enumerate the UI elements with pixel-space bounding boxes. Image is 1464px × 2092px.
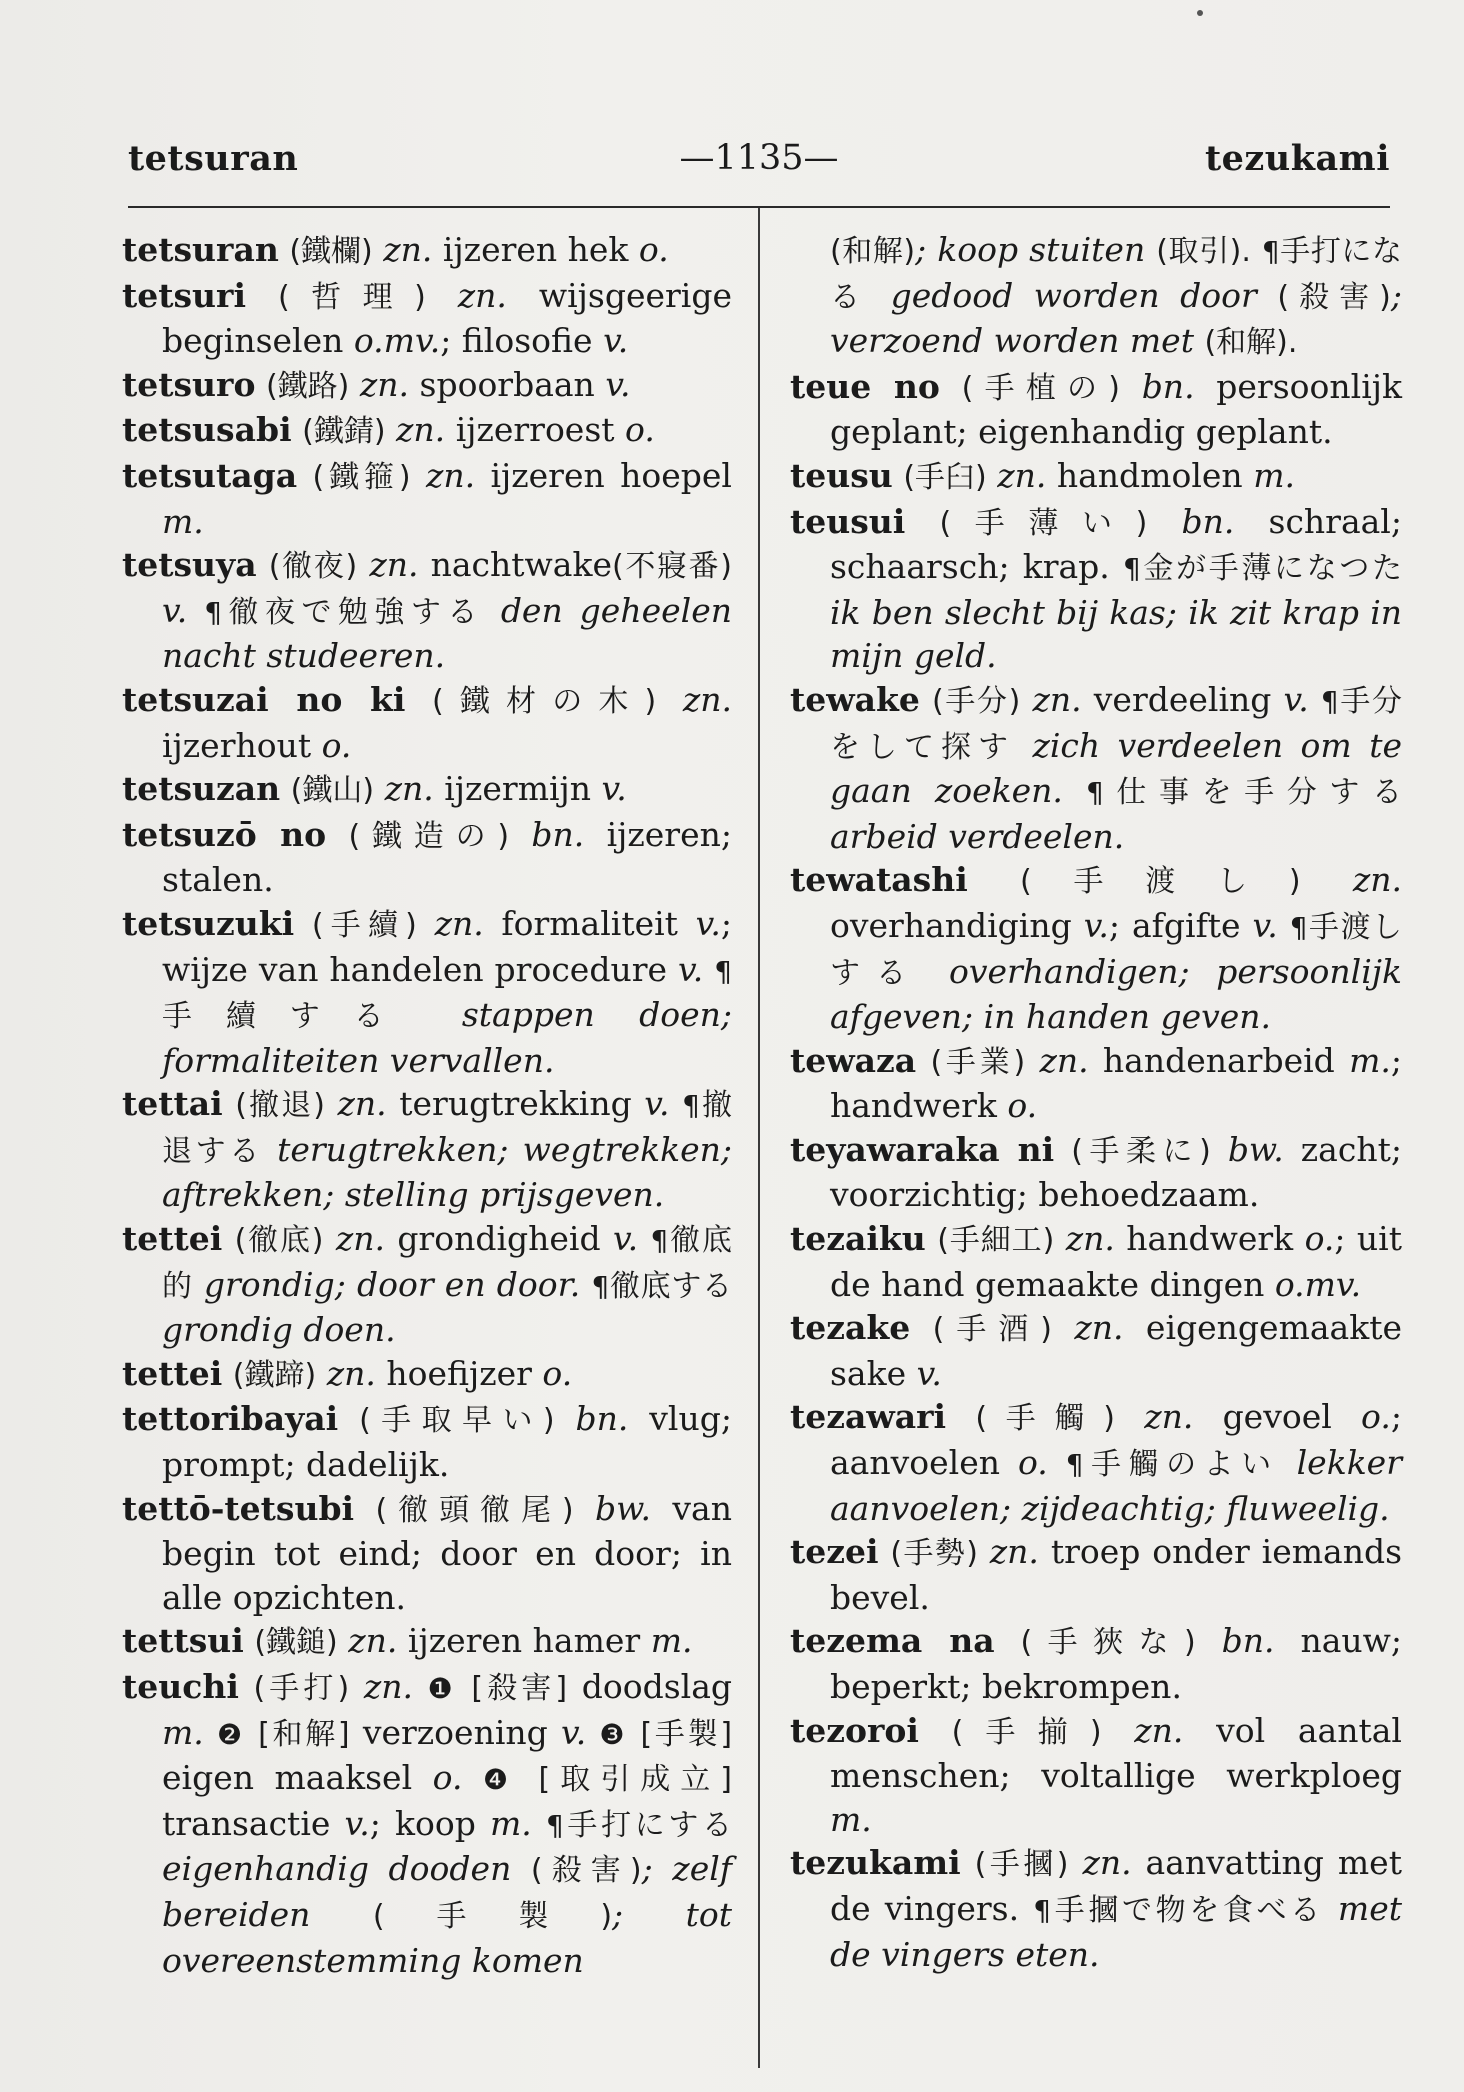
kanji: (手續) xyxy=(311,907,417,943)
example-kanji: (手製) xyxy=(372,1898,613,1934)
definition-extra: ; koop xyxy=(369,1803,476,1843)
page-number: —1135— xyxy=(679,138,839,178)
headword: tezema na xyxy=(790,1621,995,1661)
example: gedood worden door xyxy=(890,275,1257,315)
kanji: (手細工) xyxy=(937,1223,1055,1259)
gender: v. xyxy=(344,1803,370,1843)
kanji: (徹夜) xyxy=(268,549,358,585)
example: ; zelf bereiden xyxy=(162,1849,732,1934)
gender: m. xyxy=(1349,1040,1391,1080)
part-of-speech: zn. xyxy=(434,903,484,943)
definition: nachtwake xyxy=(430,545,612,585)
gender: v. xyxy=(601,769,627,809)
entry-tetsusabi xyxy=(122,408,732,454)
gender: v. xyxy=(916,1353,942,1393)
example-kanji: 金が手薄になつた xyxy=(1140,551,1403,587)
example-kanji: (和解). xyxy=(1204,325,1298,361)
example: grondig doen. xyxy=(162,1310,396,1350)
entry-tettsui xyxy=(122,1619,732,1665)
definition-extra: ; wijze van handelen procedure xyxy=(162,903,732,989)
entry-tetsuya xyxy=(122,543,732,678)
kanji: (手打) xyxy=(253,1671,350,1706)
entry-tettei-1 xyxy=(122,1217,732,1352)
pilcrow-icon: ¶ xyxy=(1289,910,1308,944)
headword: tettei xyxy=(122,1219,223,1259)
entry-teuchi-continued xyxy=(790,228,1402,365)
kanji: (手觸) xyxy=(975,1401,1115,1437)
definition: schraal; schaarsch; krap. xyxy=(830,501,1402,587)
kanji: (手臼) xyxy=(903,459,987,495)
gender: m. xyxy=(162,1712,204,1752)
sense-label: [手製] xyxy=(640,1716,733,1752)
definition: ijzerroest xyxy=(455,410,615,450)
definition: vol aantal menschen; voltallige werkploeg xyxy=(830,1710,1402,1796)
gender: v. xyxy=(603,321,629,361)
entry-teue-no xyxy=(790,365,1402,454)
definition: troep onder iemands bevel. xyxy=(830,1532,1403,1617)
part-of-speech: zn. xyxy=(1065,1219,1115,1259)
gender: o. xyxy=(638,230,669,269)
definition: ijzeren hek xyxy=(442,230,629,269)
definition: doodslag xyxy=(581,1667,733,1706)
gender: v. xyxy=(605,364,631,404)
part-of-speech: zn. xyxy=(369,545,419,585)
entry-tetsuzo-no xyxy=(122,813,732,902)
gender: v. xyxy=(1283,679,1309,719)
kanji: (手揃) xyxy=(951,1714,1102,1750)
headword: tetsuya xyxy=(122,545,257,585)
example: ; koop stuiten xyxy=(915,230,1146,269)
pilcrow-icon: ¶ xyxy=(1033,1893,1052,1927)
definition: eigen maaksel xyxy=(162,1758,413,1798)
sense-label: [和解] xyxy=(258,1716,350,1752)
pilcrow-icon: ¶ xyxy=(204,595,223,629)
number-3-icon: ❸ xyxy=(599,1717,628,1751)
example-kanji: 手打にする xyxy=(563,1807,732,1843)
entry-tetsutaga xyxy=(122,454,732,543)
definition: ijzerhout xyxy=(162,725,312,765)
part-of-speech: zn. xyxy=(1134,1710,1184,1750)
running-head-left: tetsuran xyxy=(128,138,299,179)
kanji: (手取早い) xyxy=(359,1403,555,1439)
kanji: (鐵鎚) xyxy=(254,1625,338,1661)
pilcrow-icon: ¶ xyxy=(1065,1448,1084,1482)
part-of-speech: bw. xyxy=(595,1488,651,1528)
gender: v. xyxy=(1252,905,1278,945)
part-of-speech: bw. xyxy=(1227,1129,1284,1169)
definition: transactie xyxy=(162,1803,331,1843)
example-kanji: 撤退する xyxy=(162,1088,733,1169)
headword: tetsuran xyxy=(122,230,279,269)
kanji: (手分) xyxy=(932,683,1021,719)
definition: ijzeren; stalen. xyxy=(162,814,732,900)
entry-teyawaraka-ni xyxy=(790,1128,1402,1217)
kanji: (手植の) xyxy=(961,370,1120,406)
example: terugtrekken; wegtrekken; aftrekken; stelling prijsgeven. xyxy=(162,1129,732,1215)
entry-tetsuzan xyxy=(122,767,732,813)
definition: nauw; beperkt; bekrompen. xyxy=(830,1621,1402,1706)
gender: m. xyxy=(830,1799,872,1839)
definition: ijzeren hoepel xyxy=(490,455,732,495)
definition: eigengemaakte sake xyxy=(830,1308,1402,1393)
entry-totto-tetsubi xyxy=(122,1487,732,1620)
entry-tetsuzai-no-ki xyxy=(122,678,732,767)
left-column xyxy=(122,228,732,1982)
headword: teusu xyxy=(790,455,893,495)
gender: o. xyxy=(1304,1219,1335,1259)
number-1-icon: ❶ xyxy=(427,1672,457,1705)
pilcrow-icon: ¶ xyxy=(1320,684,1339,718)
kanji: (手狹な) xyxy=(1020,1625,1196,1661)
entry-tezei xyxy=(790,1530,1402,1619)
kanji: (鐵山) xyxy=(290,773,375,809)
example-kanji: (殺害) xyxy=(1277,279,1391,315)
definition-extra: ; filosofie xyxy=(440,321,593,361)
example: arbeid verdeelen. xyxy=(830,816,1125,856)
headword: tetsusabi xyxy=(122,410,292,450)
part-of-speech: zn. xyxy=(1039,1040,1089,1080)
definition: verzoening xyxy=(362,1712,548,1752)
part-of-speech: zn. xyxy=(396,410,446,450)
example-kanji: 手渡しする xyxy=(830,909,1402,991)
definition-extra: ; aanvoelen xyxy=(830,1397,1402,1483)
example: ik ben slecht bij kas; ik zit krap in mijn geld. xyxy=(830,592,1402,676)
definition: verdeeling xyxy=(1093,679,1272,719)
gender: o.mv. xyxy=(1274,1264,1362,1304)
part-of-speech: bn. xyxy=(575,1399,629,1439)
kanji: (鐵造の) xyxy=(348,818,510,854)
headword: tettō-tetsubi xyxy=(122,1488,355,1528)
kanji: (鐵蹄) xyxy=(232,1357,317,1393)
entry-tettai xyxy=(122,1082,732,1217)
example-kanji: 手續する xyxy=(162,999,418,1035)
gender: o. xyxy=(1017,1443,1048,1483)
pilcrow-icon: ¶ xyxy=(1261,235,1280,268)
definition: ijzermijn xyxy=(444,769,592,809)
headword: tetsuzai no ki xyxy=(122,679,406,719)
entry-tezawari xyxy=(790,1395,1402,1530)
pilcrow-icon: ¶ xyxy=(1085,776,1104,810)
entry-tezaiku xyxy=(790,1217,1402,1306)
example: zich verdeelen om te gaan zoeken. xyxy=(830,725,1402,811)
gender: o. xyxy=(321,725,352,765)
headword: tettei xyxy=(122,1353,223,1393)
kanji: (手酒) xyxy=(932,1312,1052,1348)
headword: tezaiku xyxy=(790,1219,926,1259)
kanji: (撤退) xyxy=(235,1088,325,1124)
kanji: (鐵材の木) xyxy=(432,683,657,719)
entry-tettei-2 xyxy=(122,1352,732,1398)
example-kanji: 手觸のよい xyxy=(1083,1447,1279,1483)
gender: v. xyxy=(1083,905,1109,945)
headword: tetsuzuki xyxy=(122,903,295,943)
entry-tetsuri xyxy=(122,274,732,363)
example-kanji: 徹底する xyxy=(609,1268,733,1304)
kanji: (徹底) xyxy=(234,1223,324,1259)
part-of-speech: zn. xyxy=(1352,860,1402,900)
entry-tezake xyxy=(790,1306,1402,1395)
entry-tetsuro xyxy=(122,363,732,409)
gender: o. xyxy=(625,410,655,450)
definition: van begin tot eind; door en door; in alle opzichten. xyxy=(162,1488,732,1617)
headword: tetsuro xyxy=(122,364,256,404)
kanji: (手薄い) xyxy=(939,505,1148,541)
part-of-speech: bn. xyxy=(1221,1621,1275,1661)
entry-tewake xyxy=(790,678,1402,858)
headword: tetsuri xyxy=(122,275,246,315)
part-of-speech: zn. xyxy=(682,679,732,719)
headword: tezoroi xyxy=(790,1710,919,1750)
example: eigenhandig dooden xyxy=(162,1849,512,1889)
example: met de vingers eten. xyxy=(830,1888,1403,1974)
definition: handenarbeid xyxy=(1102,1040,1335,1080)
definition: formaliteit xyxy=(501,903,678,943)
sense-label: [殺害] xyxy=(471,1671,568,1706)
gender: v. xyxy=(162,590,188,630)
gender: m. xyxy=(490,1803,532,1843)
example-kanji: 手摑で物を食べる xyxy=(1051,1892,1324,1928)
headword: teyawaraka ni xyxy=(790,1129,1055,1169)
example-kanji: (和解) xyxy=(830,234,916,269)
pilcrow-icon: ¶ xyxy=(545,1808,564,1842)
headword: tewake xyxy=(790,679,920,719)
kanji: (鐵箍) xyxy=(312,459,411,495)
part-of-speech: zn. xyxy=(457,275,507,315)
entry-tezoroi xyxy=(790,1709,1402,1842)
part-of-speech: bn. xyxy=(1141,366,1195,406)
part-of-speech: zn. xyxy=(989,1532,1039,1572)
entry-teusui xyxy=(790,500,1402,678)
part-of-speech: zn. xyxy=(1082,1843,1132,1883)
gender: v. xyxy=(644,1084,670,1124)
definition-extra: ; uit de hand gemaakte dingen xyxy=(830,1219,1402,1304)
column-divider xyxy=(758,208,760,2068)
gender: m. xyxy=(1253,455,1295,495)
gender: v. xyxy=(678,949,704,989)
headword: tezei xyxy=(790,1532,879,1572)
part-of-speech: zn. xyxy=(326,1353,376,1393)
definition: handmolen xyxy=(1056,455,1243,495)
definition: terugtrekking xyxy=(399,1084,632,1124)
headword: tewatashi xyxy=(790,860,968,900)
number-2-icon: ❷ xyxy=(217,1717,245,1751)
pilcrow-icon: ¶ xyxy=(682,1089,700,1123)
example: ; verzoend worden met xyxy=(830,275,1402,361)
headword: tezukami xyxy=(790,1843,961,1883)
entry-teusu xyxy=(790,454,1402,500)
part-of-speech: zn. xyxy=(425,455,476,495)
entry-tezema-na xyxy=(790,1619,1402,1708)
definition: persoonlijk geplant; eigenhandig geplant. xyxy=(830,366,1402,452)
page-speck xyxy=(1197,10,1203,16)
example-kanji: (取引). xyxy=(1156,234,1251,269)
definition: ijzeren hamer xyxy=(407,1621,641,1661)
kanji: (手業) xyxy=(930,1044,1026,1080)
gender: o.mv. xyxy=(353,321,441,361)
gender: m. xyxy=(162,501,204,541)
definition: grondigheid xyxy=(397,1219,601,1259)
gender: v. xyxy=(612,1219,639,1259)
pilcrow-icon: ¶ xyxy=(1122,552,1141,586)
kanji: (手摑) xyxy=(974,1847,1069,1883)
definition: zacht; voorzichtig; behoedzaam. xyxy=(830,1129,1402,1215)
headword: tewaza xyxy=(790,1040,917,1080)
pilcrow-icon: ¶ xyxy=(650,1224,669,1258)
example-kanji: (殺害) xyxy=(530,1853,642,1889)
headword: tezawari xyxy=(790,1397,947,1437)
definition: overhandiging xyxy=(830,905,1072,945)
part-of-speech: bn. xyxy=(531,814,585,854)
kanji: (鐵欄) xyxy=(289,234,373,269)
gender: o. xyxy=(1007,1086,1038,1126)
example-kanji: 手分をして探す xyxy=(830,683,1403,765)
gender: v. xyxy=(695,903,721,943)
headword: tetsuzan xyxy=(122,769,281,809)
definition-extra: ; afgifte xyxy=(1108,905,1241,945)
part-of-speech: zn. xyxy=(997,455,1047,495)
headword: teuchi xyxy=(122,1667,239,1706)
headword: teusui xyxy=(790,501,906,541)
part-of-speech: zn. xyxy=(1144,1397,1194,1437)
right-column xyxy=(790,228,1402,1976)
part-of-speech: zn. xyxy=(363,1667,413,1706)
gender: v. xyxy=(560,1712,587,1752)
entry-tewaza xyxy=(790,1039,1402,1128)
example: lekker aanvoelen; zijdeachtig; fluweelig. xyxy=(830,1443,1402,1528)
part-of-speech: bn. xyxy=(1181,501,1235,541)
definition: vlug; prompt; dadelijk. xyxy=(162,1399,732,1485)
pilcrow-icon: ¶ xyxy=(714,954,733,988)
running-head xyxy=(128,138,1390,188)
part-of-speech: zn. xyxy=(383,230,433,269)
part-of-speech: zn. xyxy=(337,1084,387,1124)
example-kanji: 手打になる xyxy=(830,234,1402,315)
headword: tettsui xyxy=(122,1621,244,1661)
sense-label: [取引成立] xyxy=(538,1762,732,1798)
entry-teuchi xyxy=(122,1665,732,1982)
part-of-speech: zn. xyxy=(1032,679,1082,719)
headword: teue no xyxy=(790,366,940,406)
definition: wijsgeerige beginselen xyxy=(162,275,732,361)
headword: tettai xyxy=(122,1084,223,1124)
gender: m. xyxy=(650,1621,693,1661)
example: ; tot overeenstemming komen xyxy=(162,1894,732,1980)
kanji: (手柔に) xyxy=(1071,1133,1211,1169)
kanji: (不寢番) xyxy=(611,549,732,585)
headword: tezake xyxy=(790,1308,911,1348)
example: stappen doen; formaliteiten vervallen. xyxy=(162,995,732,1080)
example: grondig; door en door. xyxy=(203,1264,581,1304)
headword: tetsutaga xyxy=(122,455,298,495)
definition: gevoel xyxy=(1222,1397,1332,1437)
example-kanji: 徹夜で勉強する xyxy=(222,594,484,630)
part-of-speech: zn. xyxy=(359,364,410,404)
definition: hoefijzer xyxy=(386,1353,532,1393)
entry-tewatashi xyxy=(790,858,1402,1038)
gender: o. xyxy=(542,1353,573,1393)
kanji: (哲理) xyxy=(277,279,426,315)
example-kanji: 徹底的 xyxy=(162,1223,732,1304)
entry-tezukami xyxy=(790,1841,1402,1976)
definition: spoorbaan xyxy=(419,364,595,404)
entry-tettoribayai xyxy=(122,1397,732,1486)
example: overhandigen; persoonlijk afgeven; in handen geven. xyxy=(830,951,1403,1037)
definition: aanvatting met de vingers. xyxy=(830,1843,1402,1928)
kanji: (徹頭徹尾) xyxy=(375,1492,574,1528)
part-of-speech: zn. xyxy=(384,769,434,809)
headword: tettoribayai xyxy=(122,1399,339,1439)
part-of-speech: zn. xyxy=(348,1621,398,1661)
gender: o. xyxy=(1361,1397,1391,1437)
kanji: (手渡し) xyxy=(1020,864,1301,900)
kanji: (手勢) xyxy=(890,1536,978,1572)
number-4-icon: ❹ xyxy=(482,1763,519,1797)
running-head-right: tezukami xyxy=(1204,138,1390,179)
gender: o. xyxy=(432,1758,463,1798)
definition: handwerk xyxy=(1126,1219,1294,1259)
kanji: (鐵路) xyxy=(265,368,350,404)
entry-tetsuzuki xyxy=(122,902,732,1082)
example: den geheelen nacht studeeren. xyxy=(162,590,732,676)
headword: tetsuzō no xyxy=(122,814,327,854)
part-of-speech: zn. xyxy=(1074,1308,1124,1348)
example-kanji: 仕事を手分する xyxy=(1103,775,1402,811)
kanji: (鐵錆) xyxy=(302,414,386,450)
definition-extra: ; handwerk xyxy=(830,1040,1402,1126)
pilcrow-icon: ¶ xyxy=(591,1269,610,1303)
part-of-speech: zn. xyxy=(335,1219,385,1259)
entry-tetsuran xyxy=(122,228,732,274)
